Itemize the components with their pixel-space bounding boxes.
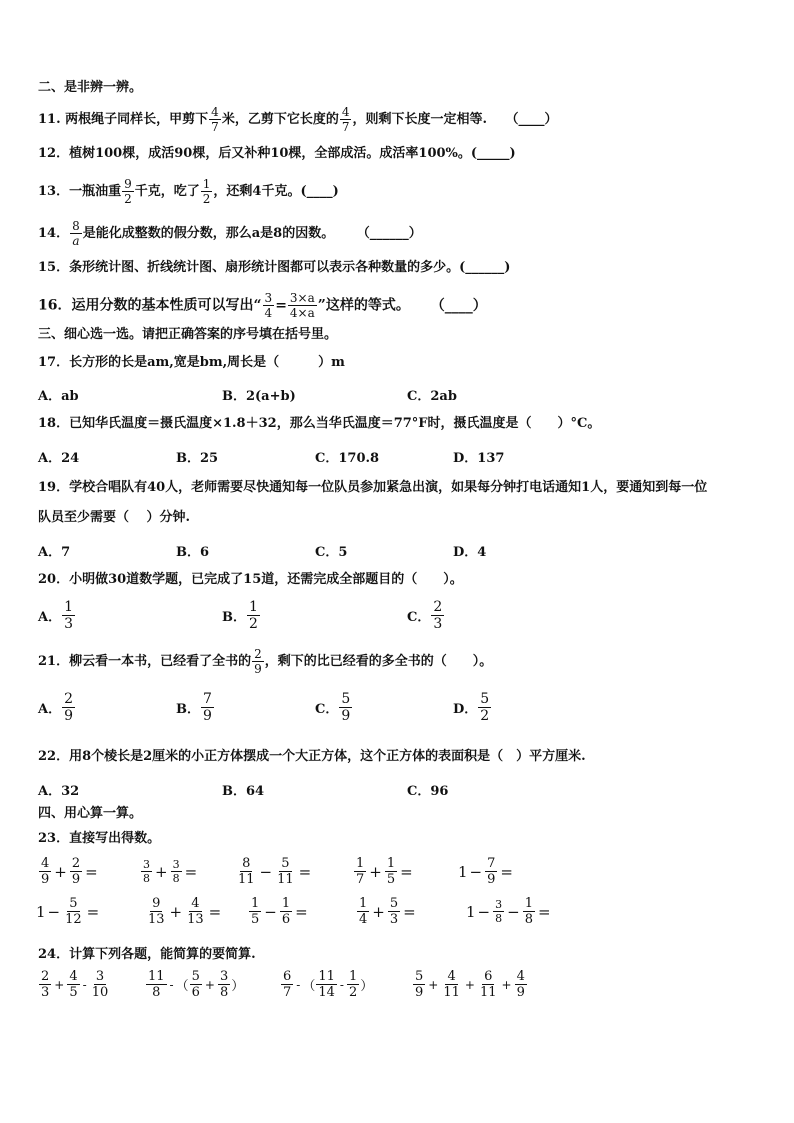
q22-option-a[interactable]: A．32 xyxy=(38,784,80,799)
q20-option-c[interactable]: C． $\frac{2}{3}$ xyxy=(407,599,443,632)
question-14 xyxy=(38,220,422,247)
question-20: 20．小明做30道数学题，已完成了15道，还需完成全部题目的（ ）。 xyxy=(38,572,463,587)
section-3-title: 三、细心选一选。请把正确答案的序号填在括号里。 xyxy=(38,327,338,342)
calc23-r1-5: 1 − $\frac{7}{9}$ = xyxy=(458,856,513,887)
question-12: 12．植树100棵，成活90棵，后又补种10棵，全部成活。成活率100%。(_____) xyxy=(38,146,516,161)
calc24-expr-2: $\frac{11}{8}$ - （ $\frac{5}{6}$ + $\frac{3}{8}$ ） xyxy=(148,969,245,1000)
q22-option-c[interactable]: C．96 xyxy=(407,784,449,799)
calc23-r2-2: $\frac{9}{13}$ + $\frac{4}{13}$ = xyxy=(148,896,222,927)
q13-fraction-2: $\frac{1}{2}$ xyxy=(202,177,211,206)
q21-post: ，剩下的比已经看的多全书的（ ）。 xyxy=(264,654,493,669)
q17-option-a[interactable]: A．ab xyxy=(38,389,79,404)
q11-fraction-1: $\frac{4}{7}$ xyxy=(211,105,219,134)
q14-answer-blank[interactable]: （______） xyxy=(356,226,422,241)
q17-option-b[interactable]: B．2(a+b) xyxy=(222,389,296,404)
q21-option-c[interactable]: C． $\frac{5}{9}$ xyxy=(315,691,351,724)
q16-fraction-2: $\frac{3\times a}{4\times a}$ xyxy=(289,291,315,320)
q11-fraction-2: $\frac{4}{7}$ xyxy=(341,105,350,134)
q16-post: ”这样的等式。 xyxy=(317,297,410,314)
question-19-line-2: 队员至少需要（ ）分钟. xyxy=(38,510,191,525)
q22-option-b[interactable]: B．64 xyxy=(222,784,265,799)
calc23-r1-1: $\frac{4}{9}$ + $\frac{2}{9}$ = xyxy=(41,856,98,887)
question-23: 23．直接写出得数。 xyxy=(38,831,161,846)
q20-option-a[interactable]: A． $\frac{1}{3}$ xyxy=(38,599,74,632)
q18-option-d[interactable]: D．137 xyxy=(453,451,505,466)
q14-number: 14． xyxy=(38,226,70,241)
calc23-r2-3: $\frac{1}{5}$ − $\frac{1}{6}$ = xyxy=(251,896,308,927)
calc24-expr-4: $\frac{5}{9}$ + $\frac{4}{11}$ + $\frac{6}{11}$ + $\frac{4}{9}$ xyxy=(415,969,525,1000)
q19-option-a[interactable]: A．7 xyxy=(38,545,71,560)
q13-pre: 一瓶油重 xyxy=(69,184,122,199)
question-22: 22．用8个棱长是2厘米的小正方体摆成一个大正方体，这个正方体的表面积是（ ）平方厘米. xyxy=(38,749,586,764)
q13-post: ，还剩4千克。(____) xyxy=(213,184,339,199)
q21-option-b[interactable]: B． $\frac{7}{9}$ xyxy=(176,691,212,724)
q21-fraction: $\frac{2}{9}$ xyxy=(254,647,262,676)
question-17: 17．长方形的长是am,宽是bm,周长是（ ）m xyxy=(38,355,345,370)
q19-option-d[interactable]: D．4 xyxy=(453,545,487,560)
q14-fraction: $\frac{8}{a}$ xyxy=(72,219,80,248)
calc23-r2-4: $\frac{1}{4}$ + $\frac{5}{3}$ = xyxy=(359,896,416,927)
question-19-line-1: 19．学校合唱队有40人，老师需要尽快通知每一位队员参加紧急出演，如果每分钟打电话通知1人，要通知到每一位 xyxy=(38,480,708,495)
q18-option-c[interactable]: C．170.8 xyxy=(315,451,380,466)
q16-equals: = xyxy=(275,297,287,314)
section-2-title: 二、是非辨一辨。 xyxy=(38,80,143,95)
question-24: 24．计算下列各题，能简算的要简算. xyxy=(38,947,256,962)
q16-answer-blank[interactable]: （____） xyxy=(430,297,487,314)
question-13 xyxy=(38,178,339,205)
q11-number: 11. xyxy=(38,112,61,127)
q13-mid: 千克，吃了 xyxy=(134,184,200,199)
q20-option-b[interactable]: B． $\frac{1}{2}$ xyxy=(222,599,258,632)
q16-pre: 运用分数的基本性质可以写出“ xyxy=(71,297,262,314)
calc24-expr-1: $\frac{2}{3}$ + $\frac{4}{5}$ - $\frac{3}{10}$ xyxy=(41,969,109,1000)
q21-option-d[interactable]: D． $\frac{5}{2}$ xyxy=(453,691,490,724)
q17-option-c[interactable]: C．2ab xyxy=(407,389,457,404)
q16-fraction-1: $\frac{3}{4}$ xyxy=(264,291,273,320)
question-18: 18．已知华氏温度＝摄氏温度×1.8＋32，那么当华氏温度＝77°F时，摄氏温度是（ ）°C。 xyxy=(38,416,601,431)
q13-number: 13． xyxy=(38,184,70,199)
question-16 xyxy=(38,292,487,319)
calc23-r1-2: $\frac{3}{8}$ + $\frac{3}{8}$ = xyxy=(143,858,198,885)
q19-option-c[interactable]: C．5 xyxy=(315,545,348,560)
question-11 xyxy=(38,106,558,133)
q11-pre: 两根绳子同样长，甲剪下 xyxy=(65,112,209,127)
q14-post: 是能化成整数的假分数，那么a是8的因数。 xyxy=(82,226,335,241)
calc23-r1-4: $\frac{1}{7}$ + $\frac{1}{5}$ = xyxy=(356,856,413,887)
calc23-r2-5: 1 − $\frac{3}{8}$ − $\frac{1}{8}$ = xyxy=(466,896,551,927)
calc23-r1-3: $\frac{8}{11}$ − $\frac{5}{11}$ = xyxy=(238,856,312,887)
q19-option-b[interactable]: B．6 xyxy=(176,545,210,560)
calc24-expr-3: $\frac{6}{7}$ - （ $\frac{11}{14}$ - $\frac{1}{2}$ ） xyxy=(283,969,374,1000)
calc23-r2-1: 1 − $\frac{5}{12}$ = xyxy=(36,896,100,927)
q16-number: 16． xyxy=(38,297,72,314)
question-21 xyxy=(38,648,492,675)
section-4-title: 四、用心算一算。 xyxy=(38,806,143,821)
q18-option-b[interactable]: B．25 xyxy=(176,451,219,466)
q11-mid: 米，乙剪下它长度的 xyxy=(221,112,339,127)
q21-pre: 21．柳云看一本书，已经看了全书的 xyxy=(38,654,252,669)
question-15: 15．条形统计图、折线统计图、扇形统计图都可以表示各种数量的多少。(______) xyxy=(38,260,511,275)
q13-fraction-1: $\frac{9}{2}$ xyxy=(124,177,132,206)
q11-answer-blank[interactable]: （____） xyxy=(505,112,558,127)
q11-post: ，则剩下长度一定相等. xyxy=(352,112,487,127)
q21-option-a[interactable]: A． $\frac{2}{9}$ xyxy=(38,691,74,724)
q18-option-a[interactable]: A．24 xyxy=(38,451,80,466)
